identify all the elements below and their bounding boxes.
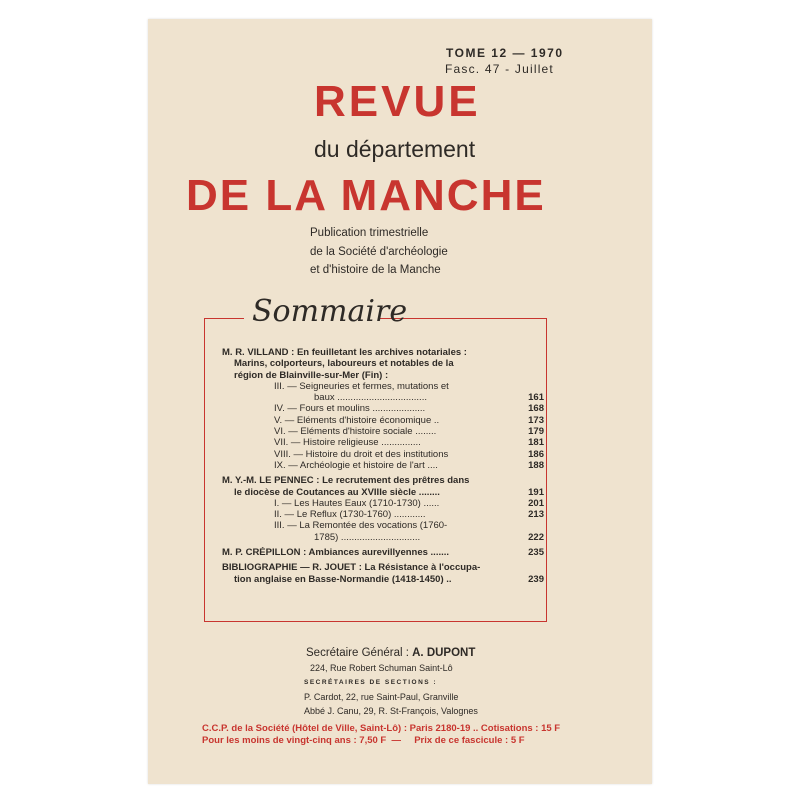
section-secretary-2: Abbé J. Canu, 29, R. St-François, Valognes (304, 706, 478, 716)
section-secretary-1: P. Cardot, 22, rue Saint-Paul, Granville (304, 692, 459, 702)
publication-description (310, 224, 448, 280)
toc-entry: VIII. — Histoire du droit et des institutions 186 (274, 448, 544, 460)
toc-entry: III. — Seigneuries et fermes, mutations et (274, 380, 449, 392)
toc-entry: M. Y.-M. LE PENNEC : Le recrutement des prêtres dans (222, 475, 470, 487)
section-secretaries-heading: SECRÉTAIRES DE SECTIONS : (304, 679, 438, 686)
toc-entry: M. R. VILLAND : En feuilletant les archives notariales : (222, 347, 467, 358)
toc-entry: 1785) .............................. 222 (314, 531, 544, 543)
toc-entry: IV. — Fours et moulins .................... 168 (274, 403, 544, 415)
toc-entry: I. — Les Hautes Eaux (1710-1730) ...... 201 (274, 497, 544, 509)
toc-entry: VII. — Histoire religieuse ............... 181 (274, 437, 544, 449)
secretary-label: Secrétaire Général : (306, 647, 409, 659)
subscription-line-2: Pour les moins de vingt-cinq ans : 7,50 F — Prix de ce fascicule : 5 F (202, 735, 525, 746)
toc-entry: baux .................................. 161 (314, 392, 544, 404)
secretary-name: A. DUPONT (412, 647, 476, 659)
toc-entry: V. — Eléments d'histoire économique .. 173 (274, 414, 544, 426)
toc-entry: II. — Le Reflux (1730-1760) ............ 213 (274, 509, 544, 521)
publication-line-2: de la Société d'archéologie (310, 245, 448, 258)
sommaire-heading: Sommaire (252, 294, 408, 329)
toc-entry: VI. — Eléments d'histoire sociale ........ 179 (274, 426, 544, 438)
title-revue: REVUE (314, 77, 481, 126)
toc-entry: Marins, colporteurs, laboureurs et notables de la (234, 358, 454, 370)
tome-label: TOME 12 — 1970 (446, 46, 564, 60)
subscription-info (202, 723, 560, 747)
section-secretaries (304, 690, 478, 718)
secretary-general (306, 647, 475, 659)
journal-cover (148, 19, 652, 784)
title-du-departement: du département (314, 136, 476, 162)
toc-entry: IX. — Archéologie et histoire de l'art .... 188 (274, 459, 544, 471)
publication-line-1: Publication trimestrielle (310, 227, 429, 239)
title-de-la-manche: DE LA MANCHE (186, 171, 546, 220)
toc-entry: le diocèse de Coutances au XVIIIe siècle ........ 191 (234, 486, 544, 498)
toc-entry: M. P. CRÉPILLON : Ambiances aurevillyennes ....... 235 (222, 547, 544, 559)
toc-entry: BIBLIOGRAPHIE — R. JOUET : La Résistance à l'occupa- (222, 562, 481, 574)
toc-entry: tion anglaise en Basse-Normandie (1418-1450) .. 239 (234, 573, 544, 585)
publication-line-3: et d'histoire de la Manche (310, 264, 441, 276)
toc-entry: III. — La Remontée des vocations (1760- (274, 520, 448, 532)
subscription-line-1: C.C.P. de la Société (Hôtel de Ville, Saint-Lô) : Paris 2180-19 .. Cotisations : 15 F (202, 723, 561, 734)
toc-entry: région de Blainville-sur-Mer (Fin) : (234, 369, 389, 381)
table-of-contents (222, 347, 544, 585)
fascicule-label: Fasc. 47 - Juillet (445, 62, 554, 76)
secretary-address: 224, Rue Robert Schuman Saint-Lô (310, 663, 453, 673)
